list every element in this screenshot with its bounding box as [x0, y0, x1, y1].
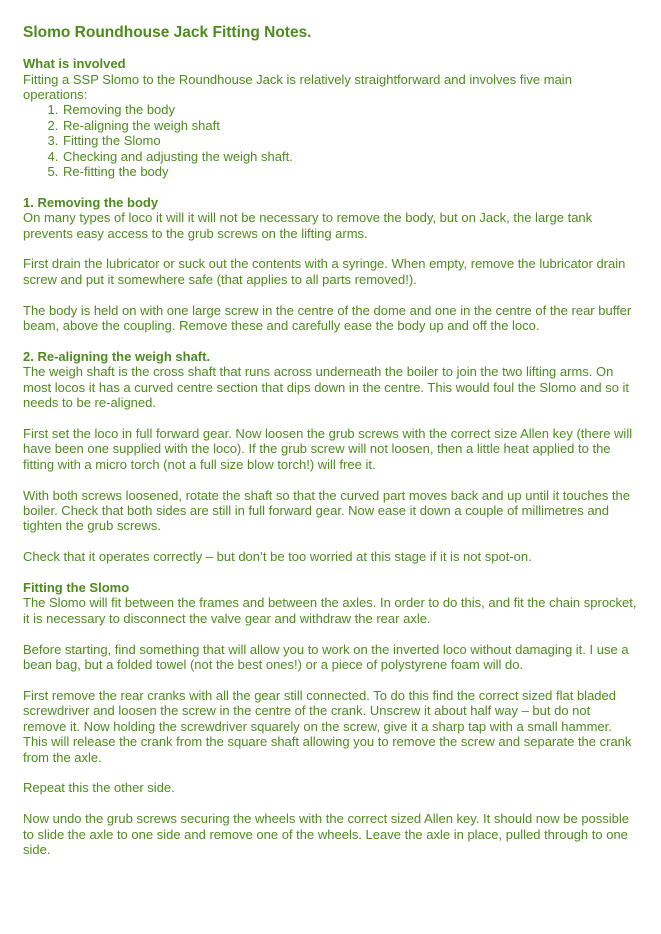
spacer	[23, 333, 637, 348]
spacer	[23, 565, 637, 580]
paragraph: Repeat this the other side.	[23, 780, 175, 796]
paragraph: The Slomo will fit between the frames and between the axles. In order to do this, and fit the chain sprocket, it is necessary to disconnect the valve gear and withdraw the rear axle.	[23, 595, 637, 626]
paragraph: Now undo the grub screws securing the wheels with the correct sized Allen key. It should now be possible to slide the axle to one side and remove one of the wheels. Leave the axle in place, pulled through to one side.	[23, 811, 630, 857]
list-item: 3. Fitting the Slomo	[62, 133, 637, 148]
paragraph: On many types of loco it will it will not be necessary to remove the body, but on Jack, the large tank prevents easy access to the grub screws on the lifting arms.	[23, 210, 593, 241]
heading-removing-body: 1. Removing the body	[23, 194, 159, 210]
operations-list	[23, 102, 637, 179]
intro-paragraph: Fitting a SSP Slomo to the Roundhouse Jack is relatively straightforward and involves five main operations:	[23, 71, 572, 102]
paragraph: First remove the rear cranks with all the gear still connected. To do this find the correct sized flat bladed screwdriver and loosen the screw in the centre of the crank. Unscrew it about half way – but do not remove it. Now holding the screwdriver squarely on the screw, give it a sharp tap with a small hammer. This will release the crank from the square shaft allowing you to remove the screw and separate the crank from the axle.	[23, 687, 632, 765]
paragraph: The weigh shaft is the cross shaft that runs across underneath the boiler to join the two lifting arms. On most locos it has a curved centre section that dips down in the centre. This would foul the Slomo and so it needs to be re-aligned.	[23, 364, 630, 411]
spacer	[23, 472, 637, 487]
paragraph: Before starting, find something that will allow you to work on the inverted loco without damaging it. I use a bean bag, but a folded towel (not the best ones!) or a piece of polystyrene foam will do.	[23, 641, 629, 673]
heading-what-is-involved: What is involved	[23, 56, 126, 71]
heading-realigning-weigh-shaft: 2. Re-aligning the weigh shaft.	[23, 348, 211, 364]
spacer	[23, 672, 637, 687]
document-title: Slomo Roundhouse Jack Fitting Notes.	[23, 24, 312, 41]
paragraph: First drain the lubricator or suck out the contents with a syringe. When empty, remove the lubricator drain screw and put it somewhere safe (that applies to all parts removed!).	[23, 256, 626, 287]
heading-fitting-slomo: Fitting the Slomo	[23, 579, 130, 595]
paragraph: With both screws loosened, rotate the shaft so that the curved part moves back and up until it touches the boiler. Check that both sides are still in full forward gear. Now ease it down a couple of millimetres and tighten the grub screws.	[23, 487, 631, 534]
spacer	[23, 796, 637, 811]
spacer	[23, 411, 637, 426]
spacer	[23, 626, 637, 641]
list-item: 5. Re-fitting the body	[62, 164, 637, 179]
spacer	[23, 765, 637, 780]
spacer	[23, 241, 637, 256]
spacer	[23, 534, 637, 549]
list-item: 1. Removing the body	[62, 102, 637, 117]
paragraph: Check that it operates correctly – but don’t be too worried at this stage if it is not spot-on.	[23, 549, 532, 565]
list-item: 2. Re-aligning the weigh shaft	[62, 118, 637, 133]
paragraph: First set the loco in full forward gear. Now loosen the grub screws with the correct size Allen key (there will have been one supplied with the loco). If the grub screw will not loosen, then a little heat applied to the fitting with a micro torch (not a full size blow torch!) will free it.	[23, 425, 633, 472]
spacer	[23, 287, 637, 302]
spacer	[23, 179, 637, 194]
paragraph: The body is held on with one large screw in the centre of the dome and one in the centre of the rear buffer beam, above the coupling. Remove these and carefully ease the body up and off the loco.	[23, 302, 632, 334]
list-item: 4. Checking and adjusting the weigh shaft.	[62, 149, 637, 164]
